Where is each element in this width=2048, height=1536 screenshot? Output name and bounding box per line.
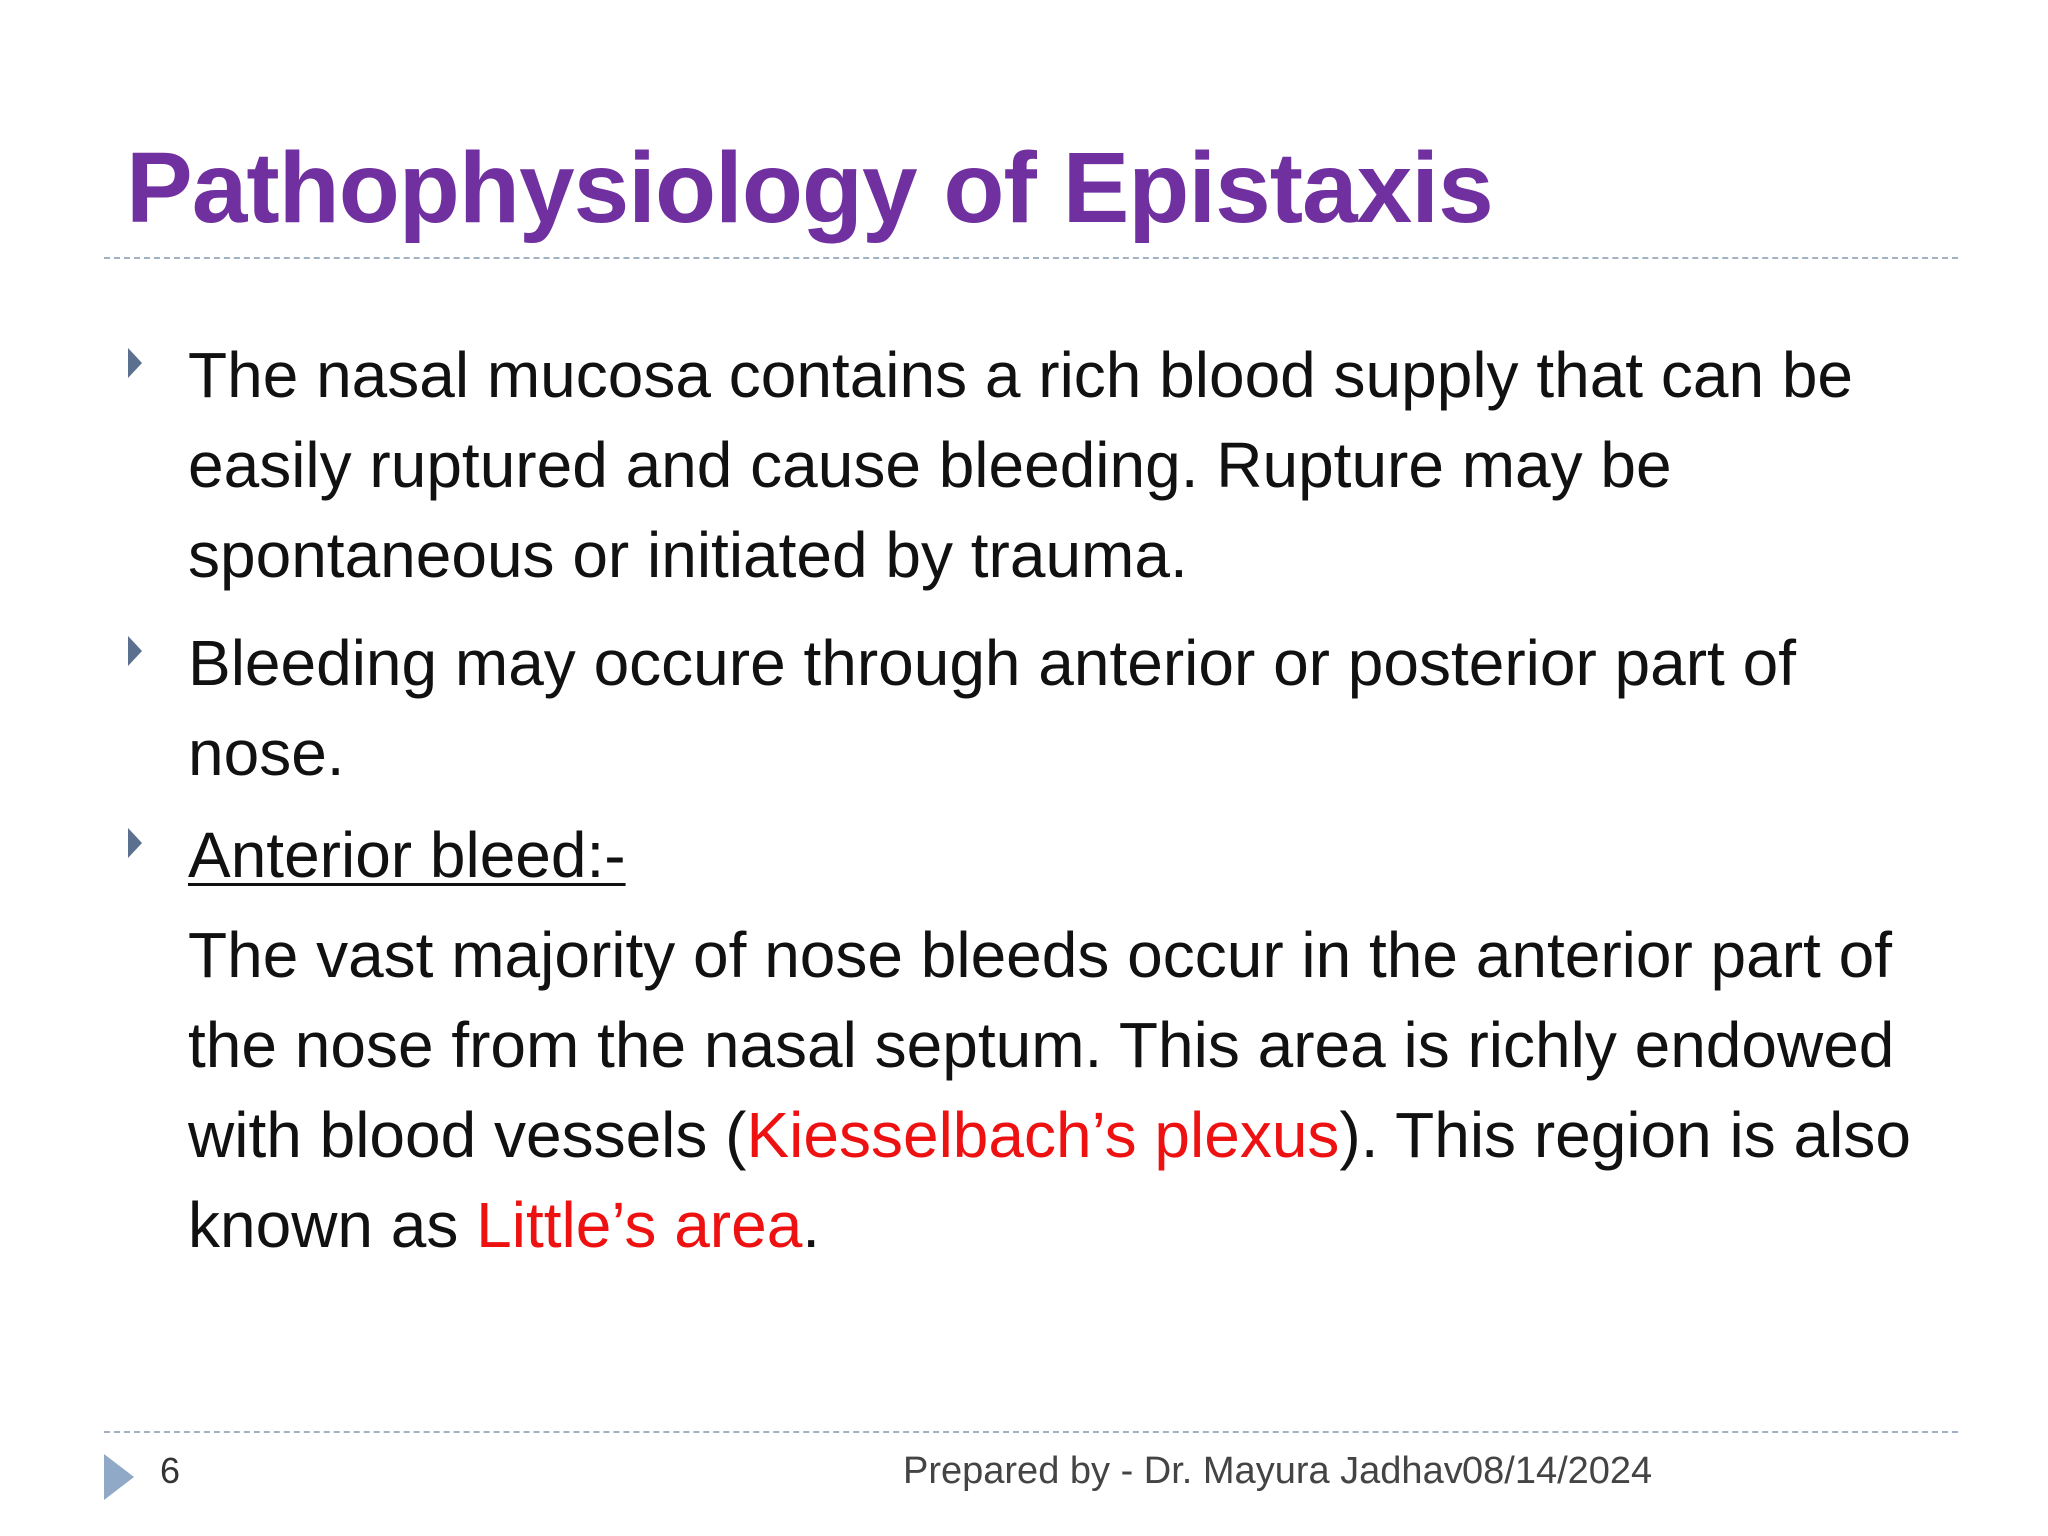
anterior-bleed-paragraph <box>126 910 1966 1270</box>
triangle-bullet-icon <box>128 348 142 378</box>
title-divider <box>104 257 1958 259</box>
paragraph-text: The vast majority of nose bleeds occur in the anterior part of the nose from the nasal septum. This area is richly endowed with blood vessels ( <box>188 919 1895 1171</box>
triangle-bullet-icon <box>128 636 142 666</box>
bullet-item <box>126 618 1966 798</box>
bullet-text: The nasal mucosa contains a rich blood supply that can be easily ruptured and cause bleeding. Rupture may be spontaneous or initiated by trauma. <box>188 339 1853 591</box>
paragraph-text: . <box>802 1189 821 1261</box>
slide-content <box>126 330 1966 1270</box>
slide-title: Pathophysiology of Epistaxis <box>126 132 1493 244</box>
highlight-littles-area: Little’s area <box>476 1189 803 1261</box>
footer-author: Prepared by - Dr. Mayura Jadhav <box>903 1450 1463 1492</box>
bullet-item <box>126 810 1966 900</box>
highlight-kiesselbach: Kiesselbach’s plexus <box>746 1099 1340 1171</box>
footer-date: 08/14/2024 <box>1462 1450 1653 1492</box>
bullet-item <box>126 330 1966 600</box>
bullet-text: Bleeding may occure through anterior or posterior part of nose. <box>188 627 1796 789</box>
triangle-bullet-icon <box>128 828 142 858</box>
slide-number: 6 <box>160 1450 181 1491</box>
footer-arrow-icon <box>104 1454 134 1500</box>
footer-divider <box>104 1431 1958 1433</box>
subheading-anterior-bleed: Anterior bleed:- <box>188 819 626 891</box>
paragraph-text: ). This region is also known as <box>188 1099 1911 1261</box>
